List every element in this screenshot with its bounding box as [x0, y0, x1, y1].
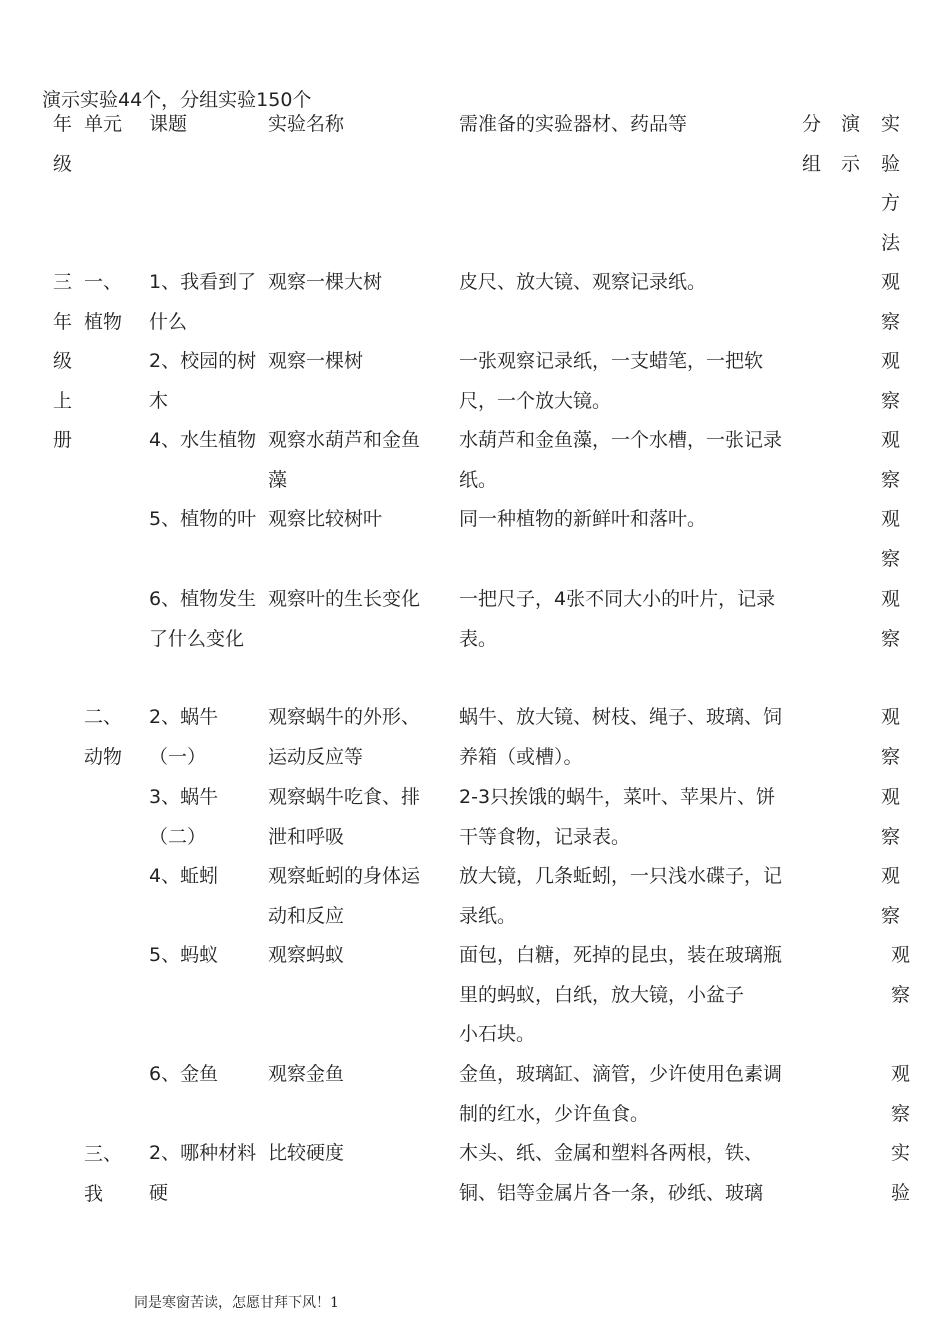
table-row-method: 观察	[881, 429, 901, 491]
summary-line: 演示实验44个，分组实验150个	[42, 89, 312, 111]
unit-materials: 三、我	[84, 1143, 123, 1205]
table-row-topic: 5、蚂蚁	[149, 944, 219, 966]
header-demo: 演示	[841, 113, 861, 175]
table-row-materials: 2-3只挨饿的蜗牛，菜叶、苹果片、饼干等食物，记录表。	[459, 786, 776, 848]
table-row-materials: 面包，白糖，死掉的昆虫，装在玻璃瓶里的蚂蚁，白纸，放大镜，小盆子	[459, 944, 783, 1006]
table-row-experiment: 观察蚯蚓的身体运动和反应	[268, 865, 421, 927]
table-row-materials: 放大镜，几条蚯蚓，一只浅水碟子，记录纸。	[459, 865, 783, 927]
table-row-method: 观察	[881, 350, 901, 412]
table-row-topic: 6、金鱼	[149, 1063, 219, 1085]
header-method: 实验方法	[881, 113, 901, 254]
table-row-topic: 6、植物发生了什么变化	[149, 588, 257, 650]
table-row-experiment: 观察一棵大树	[268, 271, 383, 293]
table-row-experiment: 观察蜗牛的外形、运动反应等	[268, 706, 421, 768]
table-row-method: 观察	[881, 588, 901, 650]
table-row-experiment: 观察水葫芦和金鱼藻	[268, 429, 421, 491]
table-row-materials: 金鱼，玻璃缸、滴管，少许使用色素调制的红水，少许鱼食。	[459, 1063, 783, 1125]
table-row-experiment: 观察叶的生长变化	[268, 588, 421, 610]
grade-label: 三年级上册	[53, 271, 73, 451]
table-row-experiment: 观察一棵树	[268, 350, 364, 372]
table-row-topic: 2、蜗牛（一）	[149, 706, 219, 768]
table-row-materials: 一把尺子，4张不同大小的叶片，记录表。	[459, 588, 776, 650]
table-row-method: 观察	[891, 1063, 911, 1125]
table-row-experiment: 观察蜗牛吃食、排泄和呼吸	[268, 786, 421, 848]
table-row-materials: 一张观察记录纸，一支蜡笔，一把软尺，一个放大镜。	[459, 350, 764, 412]
header-experiment: 实验名称	[268, 113, 345, 135]
table-row-topic: 2、校园的树木	[149, 350, 257, 412]
table-row-materials-cont: 小石块。	[459, 1023, 536, 1045]
table-row-materials: 皮尺、放大镜、观察记录纸。	[459, 271, 707, 293]
table-row-method: 观察	[881, 786, 901, 848]
table-row-topic: 2、哪种材料硬	[149, 1142, 257, 1204]
unit-animals: 二、动物	[84, 706, 123, 768]
header-topic: 课题	[149, 113, 188, 135]
table-row-method: 观察	[881, 508, 901, 570]
table-row-method: 观察	[881, 706, 901, 768]
table-row-method: 观察	[891, 944, 911, 1006]
table-row-method: 观察	[881, 865, 901, 927]
table-row-topic: 5、植物的叶	[149, 508, 257, 530]
page-footer: 同是寒窗苦读，怎愿甘拜下风！1	[134, 1295, 339, 1311]
table-row-experiment: 观察金鱼	[268, 1063, 345, 1085]
table-row-experiment: 比较硬度	[268, 1142, 345, 1164]
header-group: 分组	[802, 113, 822, 175]
table-row-method: 实验	[891, 1142, 911, 1204]
unit-plants: 一、植物	[84, 271, 123, 333]
table-row-materials: 蜗牛、放大镜、树枝、绳子、玻璃、饲养箱（或槽）。	[459, 706, 783, 768]
table-row-experiment: 观察比较树叶	[268, 508, 383, 530]
table-row-topic: 4、水生植物	[149, 429, 257, 451]
table-row-materials: 水葫芦和金鱼藻，一个水槽，一张记录纸。	[459, 429, 783, 491]
table-row-experiment: 观察蚂蚁	[268, 944, 345, 966]
table-row-topic: 4、蚯蚓	[149, 865, 219, 887]
table-row-materials: 木头、纸、金属和塑料各两根，铁、铜、铝等金属片各一条，砂纸、玻璃	[459, 1142, 764, 1204]
table-row-topic: 1、我看到了什么	[149, 271, 257, 333]
header-grade: 年级	[53, 113, 73, 175]
table-row-topic: 3、蜗牛（二）	[149, 786, 219, 848]
table-row-method: 观察	[881, 271, 901, 333]
header-unit: 单元	[84, 113, 123, 135]
header-materials: 需准备的实验器材、药品等	[459, 113, 688, 135]
table-row-materials: 同一种植物的新鲜叶和落叶。	[459, 508, 707, 530]
